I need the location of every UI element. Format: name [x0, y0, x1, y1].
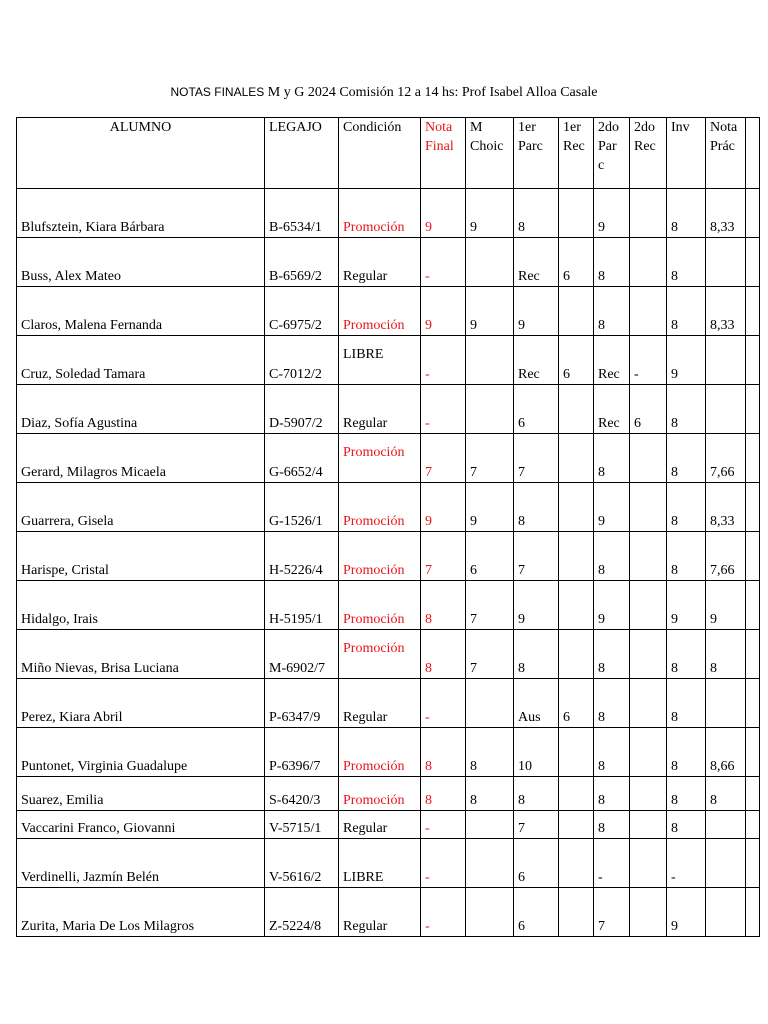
cell-2do-rec: 6 — [630, 385, 667, 434]
cell-condicion: Regular — [339, 811, 421, 839]
cell-alumno: Harispe, Cristal — [17, 532, 265, 581]
title-lead: NOTAS FINALES — [170, 85, 265, 99]
cell-1er-rec — [559, 287, 594, 336]
cell-inv: 8 — [667, 189, 706, 238]
cell-condicion: Promoción — [339, 434, 421, 483]
cell-inv: 9 — [667, 336, 706, 385]
cell-nota-prac — [706, 385, 746, 434]
cell-nota-prac: 8 — [706, 630, 746, 679]
cell-nota-prac: 8 — [706, 777, 746, 811]
cell-condicion: LIBRE — [339, 839, 421, 888]
cell-1er-parc: 8 — [514, 483, 559, 532]
header-spacer — [746, 118, 760, 189]
cell-alumno: Cruz, Soledad Tamara — [17, 336, 265, 385]
cell-1er-parc: 8 — [514, 630, 559, 679]
cell-alumno: Zurita, Maria De Los Milagros — [17, 888, 265, 937]
cell-2do-rec — [630, 811, 667, 839]
cell-m-choice — [466, 811, 514, 839]
cell-spacer — [746, 385, 760, 434]
cell-condicion: Promoción — [339, 728, 421, 777]
table-row — [17, 189, 760, 238]
cell-spacer — [746, 238, 760, 287]
header-inv: Inv — [667, 118, 706, 189]
cell-1er-rec: 6 — [559, 679, 594, 728]
cell-legajo: B-6534/1 — [265, 189, 339, 238]
cell-condicion: Promoción — [339, 532, 421, 581]
cell-legajo: S-6420/3 — [265, 777, 339, 811]
cell-condicion: LIBRE — [339, 336, 421, 385]
cell-legajo: B-6569/2 — [265, 238, 339, 287]
table-row — [17, 434, 760, 483]
cell-1er-parc: Aus — [514, 679, 559, 728]
cell-legajo: C-7012/2 — [265, 336, 339, 385]
cell-legajo: C-6975/2 — [265, 287, 339, 336]
cell-alumno: Suarez, Emilia — [17, 777, 265, 811]
cell-alumno: Claros, Malena Fernanda — [17, 287, 265, 336]
cell-inv: 8 — [667, 483, 706, 532]
cell-1er-parc: 7 — [514, 434, 559, 483]
header-nota-final: Nota Final — [421, 118, 466, 189]
cell-2do-parc: 8 — [594, 811, 630, 839]
table-row — [17, 839, 760, 888]
cell-1er-rec — [559, 811, 594, 839]
cell-1er-parc: 7 — [514, 532, 559, 581]
cell-nota-prac: 9 — [706, 581, 746, 630]
cell-nota-prac: 8,33 — [706, 483, 746, 532]
table-row — [17, 777, 760, 811]
cell-nota-final: - — [421, 888, 466, 937]
cell-spacer — [746, 728, 760, 777]
cell-1er-rec — [559, 532, 594, 581]
cell-m-choice: 8 — [466, 728, 514, 777]
table-row — [17, 630, 760, 679]
cell-2do-parc: Rec — [594, 336, 630, 385]
cell-1er-parc: 6 — [514, 888, 559, 937]
cell-nota-final: 8 — [421, 728, 466, 777]
cell-1er-parc: 9 — [514, 287, 559, 336]
cell-nota-final: - — [421, 336, 466, 385]
cell-nota-final: - — [421, 679, 466, 728]
table-row — [17, 728, 760, 777]
cell-1er-rec — [559, 777, 594, 811]
cell-nota-prac — [706, 679, 746, 728]
cell-alumno: Miño Nievas, Brisa Luciana — [17, 630, 265, 679]
cell-1er-parc: 6 — [514, 385, 559, 434]
header-condicion: Condición — [339, 118, 421, 189]
cell-inv: 8 — [667, 385, 706, 434]
cell-legajo: P-6347/9 — [265, 679, 339, 728]
cell-1er-rec — [559, 483, 594, 532]
header-1er-rec: 1er Rec — [559, 118, 594, 189]
cell-nota-final: - — [421, 839, 466, 888]
cell-inv: 8 — [667, 532, 706, 581]
cell-spacer — [746, 287, 760, 336]
cell-alumno: Diaz, Sofía Agustina — [17, 385, 265, 434]
cell-2do-parc: 7 — [594, 888, 630, 937]
cell-legajo: D-5907/2 — [265, 385, 339, 434]
cell-condicion: Promoción — [339, 189, 421, 238]
cell-2do-parc: 8 — [594, 679, 630, 728]
cell-nota-final: - — [421, 238, 466, 287]
cell-nota-prac: 8,33 — [706, 287, 746, 336]
cell-spacer — [746, 483, 760, 532]
cell-2do-rec — [630, 581, 667, 630]
cell-condicion: Promoción — [339, 483, 421, 532]
cell-1er-rec: 6 — [559, 238, 594, 287]
header-nota-prac: Nota Prác — [706, 118, 746, 189]
cell-2do-parc: 9 — [594, 189, 630, 238]
cell-1er-parc: Rec — [514, 336, 559, 385]
cell-inv: 8 — [667, 679, 706, 728]
table-row — [17, 385, 760, 434]
cell-spacer — [746, 811, 760, 839]
cell-1er-rec — [559, 189, 594, 238]
cell-1er-parc: 10 — [514, 728, 559, 777]
cell-nota-final: 8 — [421, 777, 466, 811]
cell-condicion: Regular — [339, 238, 421, 287]
cell-inv: 8 — [667, 287, 706, 336]
cell-1er-rec — [559, 434, 594, 483]
header-2do-rec: 2do Rec — [630, 118, 667, 189]
header-2do-parc: 2do Par c — [594, 118, 630, 189]
cell-nota-final: - — [421, 385, 466, 434]
cell-1er-parc: 6 — [514, 839, 559, 888]
cell-nota-final: 9 — [421, 483, 466, 532]
cell-inv: - — [667, 839, 706, 888]
cell-legajo: V-5715/1 — [265, 811, 339, 839]
cell-m-choice: 9 — [466, 483, 514, 532]
cell-inv: 8 — [667, 238, 706, 287]
cell-legajo: P-6396/7 — [265, 728, 339, 777]
cell-2do-rec: - — [630, 336, 667, 385]
cell-2do-parc: 8 — [594, 630, 630, 679]
cell-1er-rec — [559, 630, 594, 679]
cell-spacer — [746, 777, 760, 811]
cell-inv: 8 — [667, 728, 706, 777]
table-row — [17, 532, 760, 581]
cell-legajo: V-5616/2 — [265, 839, 339, 888]
cell-inv: 8 — [667, 777, 706, 811]
cell-m-choice: 9 — [466, 287, 514, 336]
cell-nota-prac: 7,66 — [706, 434, 746, 483]
cell-alumno: Gerard, Milagros Micaela — [17, 434, 265, 483]
cell-2do-rec — [630, 434, 667, 483]
cell-inv: 8 — [667, 811, 706, 839]
cell-1er-parc: 8 — [514, 777, 559, 811]
cell-legajo: Z-5224/8 — [265, 888, 339, 937]
cell-nota-final: 7 — [421, 434, 466, 483]
cell-alumno: Verdinelli, Jazmín Belén — [17, 839, 265, 888]
cell-nota-prac — [706, 839, 746, 888]
cell-nota-final: 7 — [421, 532, 466, 581]
cell-spacer — [746, 630, 760, 679]
header-alumno: ALUMNO — [17, 118, 265, 189]
cell-inv: 8 — [667, 434, 706, 483]
cell-2do-rec — [630, 532, 667, 581]
cell-2do-rec — [630, 287, 667, 336]
cell-1er-rec — [559, 728, 594, 777]
table-row — [17, 811, 760, 839]
cell-2do-rec — [630, 888, 667, 937]
cell-1er-rec — [559, 888, 594, 937]
cell-m-choice: 7 — [466, 581, 514, 630]
cell-nota-prac: 8,66 — [706, 728, 746, 777]
cell-1er-parc: 7 — [514, 811, 559, 839]
cell-condicion: Promoción — [339, 777, 421, 811]
cell-inv: 8 — [667, 630, 706, 679]
grades-table — [16, 117, 760, 937]
cell-nota-final: 9 — [421, 189, 466, 238]
cell-m-choice: 8 — [466, 777, 514, 811]
table-row — [17, 888, 760, 937]
cell-2do-parc: 8 — [594, 238, 630, 287]
cell-m-choice — [466, 238, 514, 287]
cell-nota-prac: 8,33 — [706, 189, 746, 238]
cell-1er-parc: 9 — [514, 581, 559, 630]
cell-2do-rec — [630, 630, 667, 679]
cell-condicion: Regular — [339, 888, 421, 937]
table-row — [17, 287, 760, 336]
cell-inv: 9 — [667, 888, 706, 937]
cell-spacer — [746, 189, 760, 238]
table-row — [17, 483, 760, 532]
cell-legajo: H-5195/1 — [265, 581, 339, 630]
cell-2do-rec — [630, 238, 667, 287]
cell-nota-final: - — [421, 811, 466, 839]
cell-m-choice — [466, 888, 514, 937]
cell-legajo: G-6652/4 — [265, 434, 339, 483]
cell-alumno: Buss, Alex Mateo — [17, 238, 265, 287]
header-row — [17, 118, 760, 189]
cell-2do-parc: 9 — [594, 581, 630, 630]
cell-1er-rec — [559, 839, 594, 888]
cell-m-choice — [466, 679, 514, 728]
cell-nota-prac — [706, 336, 746, 385]
cell-condicion: Regular — [339, 385, 421, 434]
cell-condicion: Promoción — [339, 287, 421, 336]
cell-2do-parc: 9 — [594, 483, 630, 532]
cell-1er-rec — [559, 385, 594, 434]
cell-spacer — [746, 434, 760, 483]
cell-alumno: Perez, Kiara Abril — [17, 679, 265, 728]
cell-nota-final: 9 — [421, 287, 466, 336]
cell-spacer — [746, 581, 760, 630]
cell-nota-prac — [706, 238, 746, 287]
cell-m-choice: 7 — [466, 630, 514, 679]
cell-m-choice — [466, 336, 514, 385]
cell-nota-final: 8 — [421, 581, 466, 630]
cell-alumno: Hidalgo, Irais — [17, 581, 265, 630]
cell-1er-rec — [559, 581, 594, 630]
cell-alumno: Guarrera, Gisela — [17, 483, 265, 532]
cell-spacer — [746, 336, 760, 385]
cell-2do-rec — [630, 483, 667, 532]
cell-nota-prac — [706, 811, 746, 839]
cell-2do-parc: Rec — [594, 385, 630, 434]
cell-condicion: Promoción — [339, 581, 421, 630]
cell-2do-rec — [630, 189, 667, 238]
page-title — [0, 85, 768, 101]
header-1er-parc: 1er Parc — [514, 118, 559, 189]
cell-nota-final: 8 — [421, 630, 466, 679]
cell-m-choice — [466, 385, 514, 434]
cell-2do-parc: 8 — [594, 287, 630, 336]
cell-spacer — [746, 532, 760, 581]
cell-m-choice: 6 — [466, 532, 514, 581]
cell-alumno: Vaccarini Franco, Giovanni — [17, 811, 265, 839]
cell-legajo: M-6902/7 — [265, 630, 339, 679]
cell-2do-rec — [630, 728, 667, 777]
cell-spacer — [746, 679, 760, 728]
table-row — [17, 238, 760, 287]
cell-m-choice — [466, 839, 514, 888]
cell-1er-parc: 8 — [514, 189, 559, 238]
cell-legajo: G-1526/1 — [265, 483, 339, 532]
cell-2do-parc: - — [594, 839, 630, 888]
cell-condicion: Regular — [339, 679, 421, 728]
table-row — [17, 336, 760, 385]
cell-1er-rec: 6 — [559, 336, 594, 385]
cell-2do-parc: 8 — [594, 728, 630, 777]
cell-2do-rec — [630, 839, 667, 888]
cell-2do-rec — [630, 777, 667, 811]
cell-nota-prac: 7,66 — [706, 532, 746, 581]
cell-2do-parc: 8 — [594, 532, 630, 581]
header-legajo: LEGAJO — [265, 118, 339, 189]
cell-m-choice: 7 — [466, 434, 514, 483]
cell-condicion: Promoción — [339, 630, 421, 679]
cell-2do-rec — [630, 679, 667, 728]
title-rest: M y G 2024 Comisión 12 a 14 hs: Prof Isabel Alloa Casale — [264, 85, 598, 100]
cell-spacer — [746, 839, 760, 888]
header-m-choice: M Choic — [466, 118, 514, 189]
cell-alumno: Puntonet, Virginia Guadalupe — [17, 728, 265, 777]
table-row — [17, 679, 760, 728]
cell-spacer — [746, 888, 760, 937]
cell-inv: 9 — [667, 581, 706, 630]
cell-alumno: Blufsztein, Kiara Bárbara — [17, 189, 265, 238]
table-row — [17, 581, 760, 630]
cell-m-choice: 9 — [466, 189, 514, 238]
cell-legajo: H-5226/4 — [265, 532, 339, 581]
cell-nota-prac — [706, 888, 746, 937]
cell-2do-parc: 8 — [594, 434, 630, 483]
cell-2do-parc: 8 — [594, 777, 630, 811]
cell-1er-parc: Rec — [514, 238, 559, 287]
